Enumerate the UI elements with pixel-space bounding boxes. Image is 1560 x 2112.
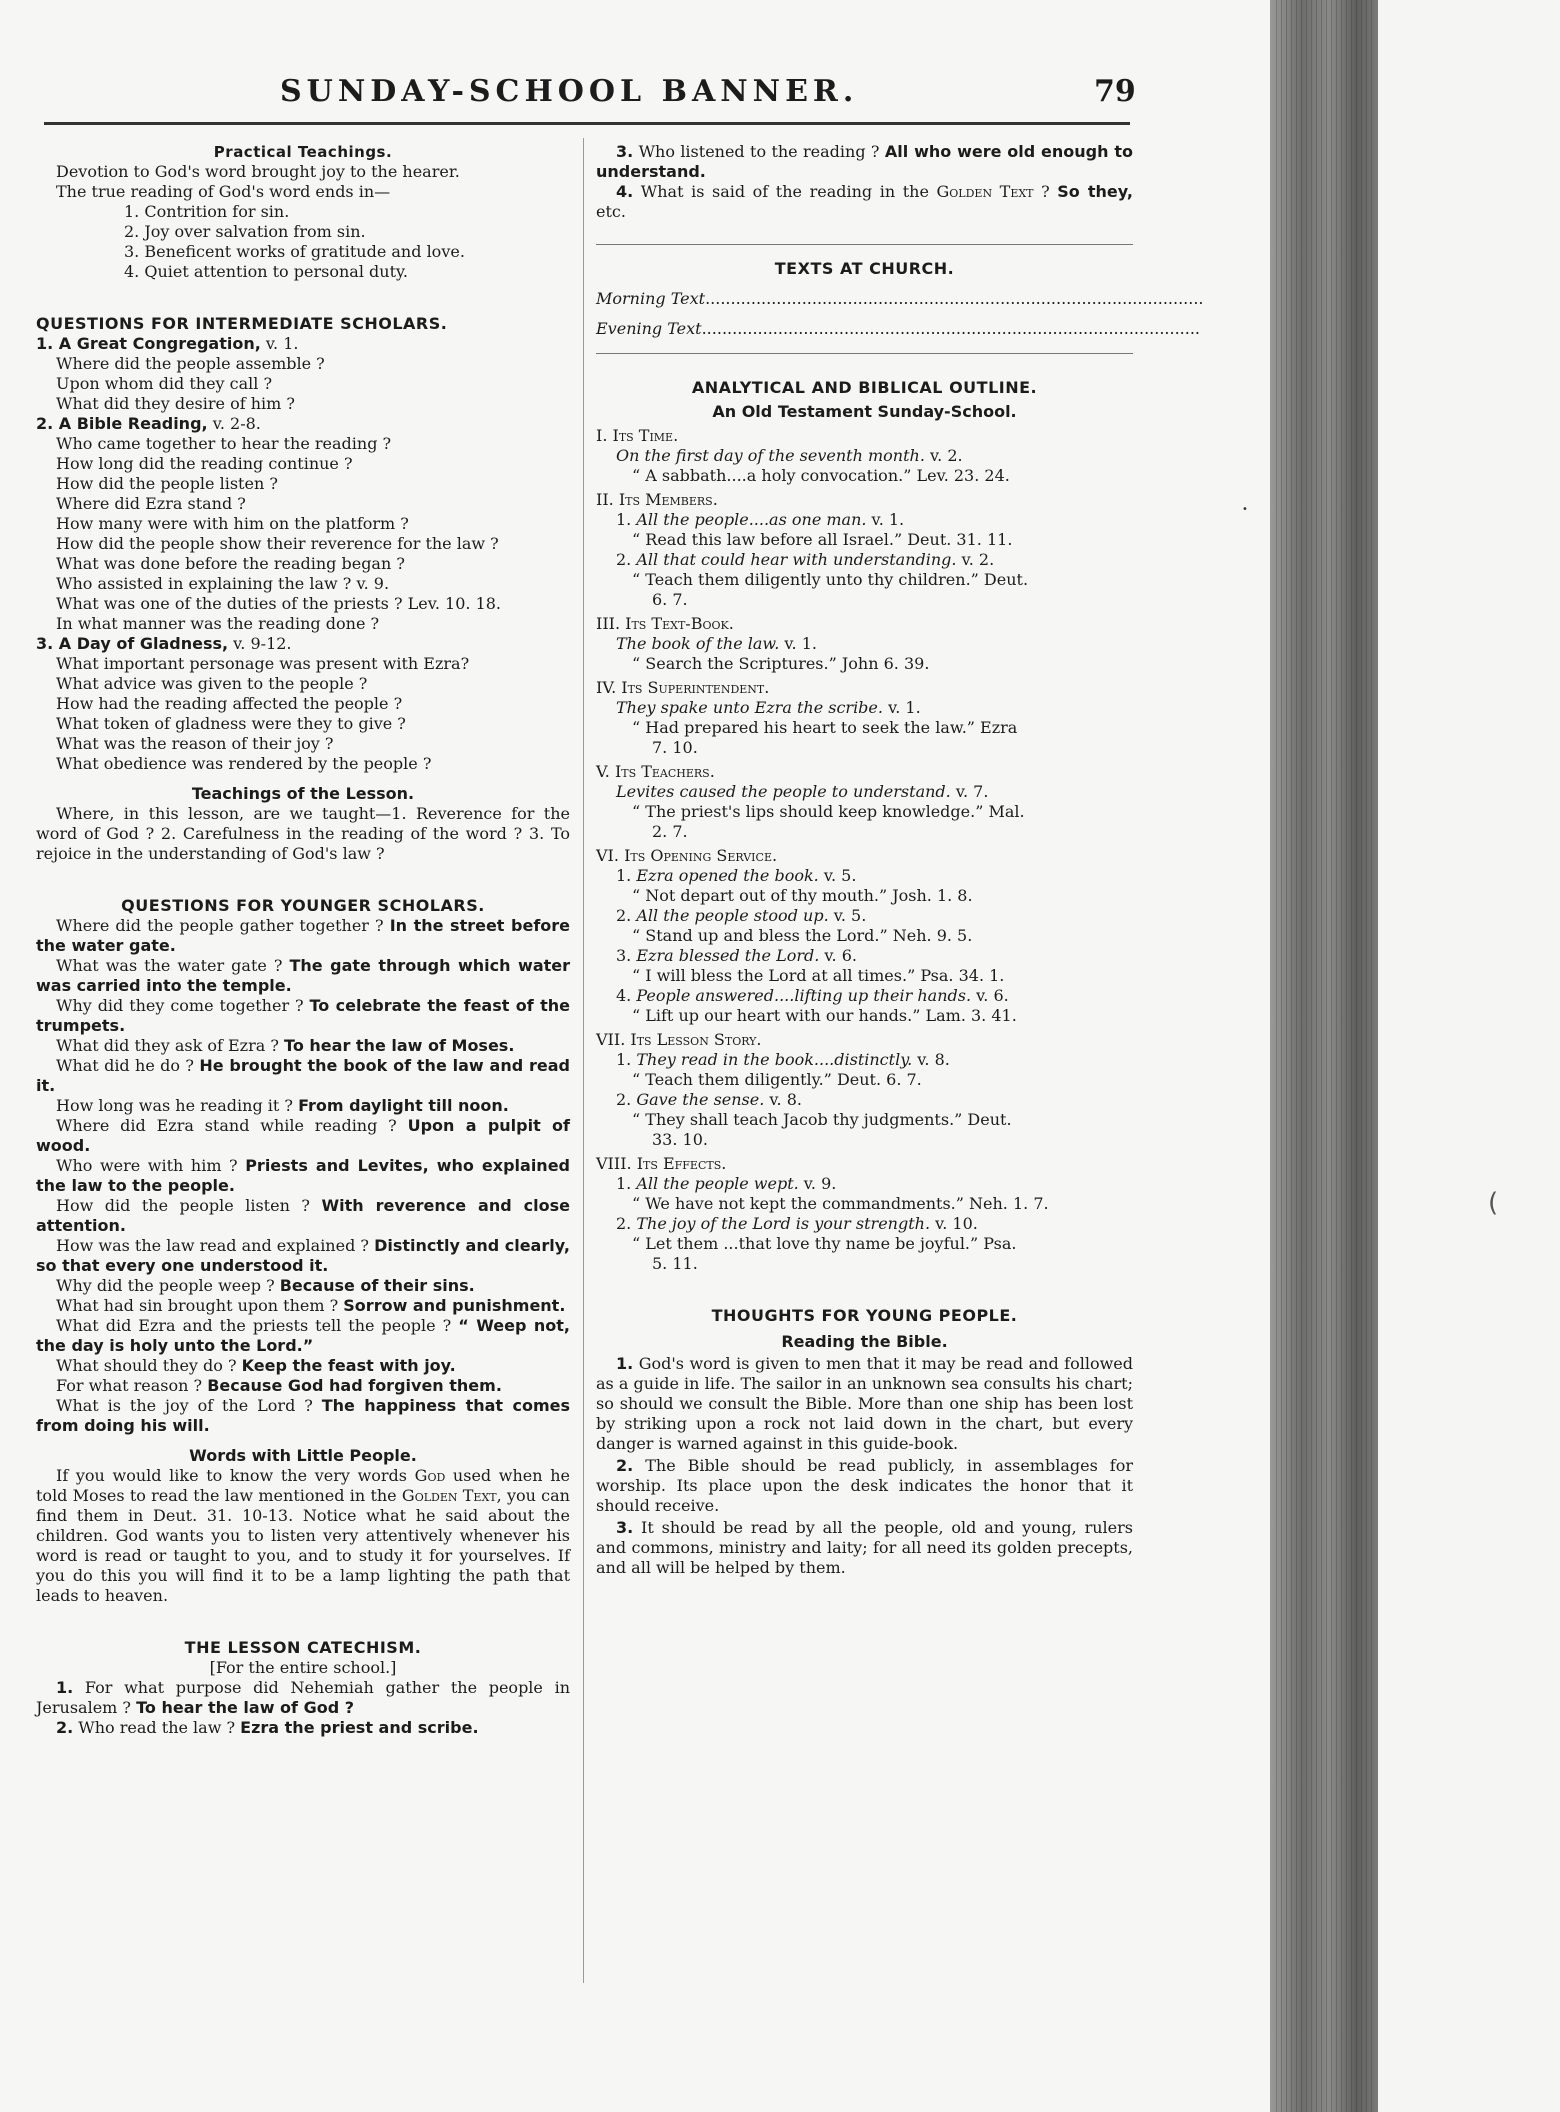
qa-answer: So they, [1057, 182, 1133, 201]
qa-answer: To hear the law of Moses. [284, 1036, 515, 1055]
thoughts-list [596, 1354, 1133, 1578]
scan-artifact: ( [1488, 1188, 1499, 1218]
book-edge-texture [1276, 0, 1372, 2112]
qa-question: ? [1033, 182, 1050, 201]
catechism-heading: THE LESSON CATECHISM. [184, 1638, 422, 1657]
scripture-quote: “ Teach them diligently.” Deut. 6. 7. [632, 1070, 922, 1089]
qa-answer: In the street before the water gate. [36, 916, 571, 955]
point-text: Ezra opened the book. [636, 866, 819, 885]
qa-answer: Upon a pulpit of wood. [36, 1116, 571, 1155]
thought-paragraph [596, 1456, 1133, 1516]
little-people-heading: Words with Little People. [189, 1446, 417, 1465]
question: What important personage was present with Ezra? [56, 654, 470, 673]
qa-answer: From daylight till noon. [298, 1096, 509, 1115]
outline-section-title [596, 1154, 1133, 1174]
outline-heading: ANALYTICAL AND BIBLICAL OUTLINE. [691, 378, 1038, 397]
question: Upon whom did they call ? [56, 374, 273, 393]
qa-answer: The happiness that comes from doing his will. [36, 1396, 570, 1435]
morning-text-label: Morning Text [596, 289, 706, 308]
evening-text-label: Evening Text [596, 319, 702, 338]
paragraph-number: 3. [616, 1518, 634, 1537]
question: How many were with him on the platform ? [56, 514, 409, 533]
outline-section-title [596, 762, 1133, 782]
qa-number: 3. [616, 142, 634, 161]
qa-item [36, 1296, 570, 1316]
little-text-part: used when he told Moses to read the law mentioned in the [36, 1466, 570, 1505]
qa-question: How was the law read and explained ? [56, 1236, 375, 1255]
catechism-qa [36, 1718, 570, 1738]
question: What was the reason of their joy ? [56, 734, 334, 753]
qa-question: What is said of the reading in the [633, 182, 937, 201]
outline-point [596, 946, 1133, 966]
question: How had the reading affected the people ? [56, 694, 403, 713]
teachings-heading: Teachings of the Lesson. [191, 784, 415, 803]
left-column [36, 142, 570, 1738]
outline-section-title [596, 1030, 1133, 1050]
section-heading: 1. A Great Congregation, [36, 334, 261, 353]
verse-ref: v. 7. [950, 782, 989, 801]
golden-text-smallcaps: Golden Text [936, 182, 1034, 201]
point-text: Gave the sense. [636, 1090, 765, 1109]
scripture-quote-cont: 5. 11. [652, 1254, 698, 1273]
question: Where did Ezra stand ? [56, 494, 246, 513]
thought-paragraph [596, 1518, 1133, 1578]
question: What obedience was rendered by the people ? [56, 754, 432, 773]
qa-question: Who read the law ? [73, 1718, 241, 1737]
outline-point [596, 1090, 1133, 1110]
evening-text-line [596, 319, 1201, 339]
point-number: 2. [616, 550, 632, 569]
scan-background [1378, 0, 1560, 2112]
scripture-quote: “ Had prepared his heart to seek the law.” Ezra [632, 718, 1018, 737]
qa-item [36, 1196, 570, 1236]
qa-answer: Because God had forgiven them. [207, 1376, 502, 1395]
qa-answer: Priests and Levites, who explained the law to the people. [36, 1156, 570, 1195]
section-rule [596, 244, 1133, 245]
section-title: Its Effects. [636, 1154, 727, 1173]
paragraph-number: 1. [616, 1354, 634, 1373]
little-text-part: , you can find them in Deut. 31. 10-13. Notice what he said about the children. God wants you to listen very attentively whenever his word is read or taught to you, and to study it for yourselves. If you do this you will find it to be a lamp lighting the path that leads to heaven. [36, 1486, 570, 1605]
question: Where did the people assemble ? [56, 354, 325, 373]
outline-point [596, 698, 1133, 718]
point-number: 1. [616, 1174, 632, 1193]
god-smallcaps: God [414, 1466, 446, 1485]
outline-point [596, 782, 1133, 802]
question: Who assisted in explaining the law ? v. 9. [56, 574, 390, 593]
qa-item [36, 1116, 570, 1156]
qa-number: 2. [56, 1718, 74, 1737]
qa-question: How did the people listen ? [56, 1196, 322, 1215]
qa-question: Why did they come together ? [56, 996, 310, 1015]
qa-answer: Because of their sins. [279, 1276, 475, 1295]
qa-question: What was the water gate ? [56, 956, 290, 975]
qa-question: Why did the people weep ? [56, 1276, 280, 1295]
section-title: Its Teachers. [614, 762, 715, 781]
intermediate-heading: QUESTIONS FOR INTERMEDIATE SCHOLARS. [36, 314, 448, 333]
section-heading: 3. A Day of Gladness, [36, 634, 229, 653]
morning-text-line [596, 289, 1204, 309]
scripture-quote: “ Teach them diligently unto thy children.” Deut. [632, 570, 1029, 589]
scripture-quote: “ Search the Scriptures.” John 6. 39. [632, 654, 930, 673]
outline-section-title [596, 490, 1133, 510]
practical-line: Devotion to God's word brought joy to the hearer. [56, 162, 460, 181]
dotted-leader: .................................................................................................. [701, 319, 1201, 338]
scripture-quote-cont: 2. 7. [652, 822, 688, 841]
qa-question: What did he do ? [56, 1056, 200, 1075]
section-title: Its Time. [612, 426, 679, 445]
outline-point [596, 1214, 1133, 1234]
verse-ref: v. 1. [882, 698, 921, 717]
question: What was one of the duties of the priests ? Lev. 10. 18. [56, 594, 502, 613]
scripture-quote: “ Let them ...that love thy name be joyful.” Psa. [632, 1234, 1017, 1253]
scripture-quote: “ Read this law before all Israel.” Deut. 31. 11. [632, 530, 1013, 549]
point-text: Levites caused the people to understand. [616, 782, 951, 801]
verse-ref: v. 2. [956, 550, 995, 569]
point-number: 3. [616, 946, 632, 965]
section-numeral: III. [596, 614, 621, 633]
point-number: 2. [616, 1214, 632, 1233]
little-people-text [36, 1466, 570, 1606]
qa-answer: With reverence and close attention. [36, 1196, 571, 1235]
point-number: 2. [616, 1090, 632, 1109]
qa-answer: The gate through which water was carried into the temple. [36, 956, 571, 995]
qa-question: What did Ezra and the priests tell the people ? [56, 1316, 459, 1335]
section-numeral: VIII. [596, 1154, 632, 1173]
qa-question: Who listened to the reading ? [633, 142, 885, 161]
point-text: All the people....as one man. [636, 510, 867, 529]
outline-point [596, 866, 1133, 886]
outline-point [596, 510, 1133, 530]
point-text: The book of the law. [616, 634, 780, 653]
point-number: 1. [616, 866, 632, 885]
outline-point [596, 634, 1133, 654]
outline-section-title [596, 678, 1133, 698]
point-text: All the people stood up. [636, 906, 829, 925]
little-text-part: If you would like to know the very words [56, 1466, 415, 1485]
thought-paragraph [596, 1354, 1133, 1454]
scripture-quote-cont: 6. 7. [652, 590, 688, 609]
verse-ref: v. 9-12. [228, 634, 292, 653]
question: Who came together to hear the reading ? [56, 434, 392, 453]
verse-ref: v. 1. [779, 634, 817, 653]
qa-question: Who were with him ? [56, 1156, 246, 1175]
point-number: 1. [616, 510, 632, 529]
verse-ref: v. 6. [971, 986, 1009, 1005]
practical-line: 3. Beneficent works of gratitude and love. [124, 242, 465, 261]
practical-line: 1. Contrition for sin. [124, 202, 290, 221]
teachings-text: Where, in this lesson, are we taught—1. Reverence for the word of God ? 2. Carefulness in the reading of the word ? 3. To rejoice in the understanding of God's law ? [36, 804, 570, 863]
running-title: SUNDAY-SCHOOL BANNER. [280, 74, 859, 109]
scripture-quote: “ I will bless the Lord at all times.” Psa. 34. 1. [632, 966, 1005, 985]
paragraph-text: The Bible should be read publicly, in assemblages for worship. Its place upon the desk indicates the honor that it should receive. [596, 1456, 1133, 1515]
outline-section-title [596, 426, 1133, 446]
qa-answer: To hear the law of God ? [136, 1698, 354, 1717]
qa-item [36, 1376, 570, 1396]
section-numeral: VII. [596, 1030, 626, 1049]
thoughts-heading: THOUGHTS FOR YOUNG PEOPLE. [711, 1306, 1018, 1325]
paragraph-text: It should be read by all the people, old and young, rulers and commons, ministry and laity; for all need its golden precepts, and all will be helped by them. [596, 1518, 1133, 1577]
qa-question: Where did the people gather together ? [56, 916, 390, 935]
catechism-qa [596, 182, 1133, 222]
practical-line: 4. Quiet attention to personal duty. [124, 262, 408, 281]
outline-point [596, 1050, 1133, 1070]
scripture-quote-cont: 7. 10. [652, 738, 698, 757]
dotted-leader: .................................................................................................. [705, 289, 1204, 308]
section-title: Its Text-Book. [625, 614, 734, 633]
point-number: 2. [616, 906, 632, 925]
qa-item [36, 1276, 570, 1296]
verse-ref: v. 6. [819, 946, 857, 965]
qa-item [36, 956, 570, 996]
qa-question: What should they do ? [56, 1356, 242, 1375]
question: What advice was given to the people ? [56, 674, 368, 693]
scripture-quote-cont: 33. 10. [652, 1130, 708, 1149]
qa-answer: He brought the book of the law and read it. [36, 1056, 571, 1095]
qa-item [36, 916, 570, 956]
qa-answer: Ezra the priest and scribe. [240, 1718, 479, 1737]
outline-point [596, 906, 1133, 926]
section-numeral: VI. [596, 846, 619, 865]
point-text: They read in the book....distinctly. [636, 1050, 913, 1069]
qa-question: What did they ask of Ezra ? [56, 1036, 285, 1055]
younger-heading: QUESTIONS FOR YOUNGER SCHOLARS. [121, 896, 485, 915]
qa-answer: “ Weep not, the day is holy unto the Lord.” [36, 1316, 571, 1355]
verse-ref: v. 1. [866, 510, 905, 529]
section-numeral: II. [596, 490, 614, 509]
question: What did they desire of him ? [56, 394, 295, 413]
qa-question: For what reason ? [56, 1376, 208, 1395]
qa-item [36, 1236, 570, 1276]
qa-answer: All who were old enough to understand. [596, 142, 1134, 181]
scripture-quote: “ Not depart out of thy mouth.” Josh. 1. 8. [632, 886, 973, 905]
qa-item [36, 996, 570, 1036]
qa-question: What is the joy of the Lord ? [56, 1396, 322, 1415]
scripture-quote: “ They shall teach Jacob thy judgments.” Deut. [632, 1110, 1012, 1129]
outline-list [596, 426, 1133, 1274]
outline-point [596, 446, 1133, 466]
scripture-quote: “ We have not kept the commandments.” Neh. 1. 7. [632, 1194, 1049, 1213]
question: In what manner was the reading done ? [56, 614, 380, 633]
qa-item [36, 1036, 570, 1056]
point-text: People answered....lifting up their hands. [636, 986, 972, 1005]
scripture-quote: “ A sabbath....a holy convocation.” Lev. 23. 24. [632, 466, 1010, 485]
golden-text-smallcaps: Golden Text [401, 1486, 497, 1505]
point-text: All the people wept. [636, 1174, 799, 1193]
qa-question: Where did Ezra stand while reading ? [56, 1116, 408, 1135]
qa-question: For what purpose did Nehemiah gather the people in Jerusalem ? [36, 1678, 570, 1717]
verse-ref: v. 1. [260, 334, 299, 353]
question: How did the people show their reverence for the law ? [56, 534, 499, 553]
page-number: 79 [1094, 74, 1136, 109]
verse-ref: v. 2-8. [207, 414, 261, 433]
point-number: 4. [616, 986, 632, 1005]
verse-ref: v. 5. [818, 866, 857, 885]
qa-item [36, 1316, 570, 1356]
qa-item [36, 1056, 570, 1096]
practical-teachings-heading: Practical Teachings. [213, 143, 393, 161]
speck-mark: • [1242, 504, 1248, 515]
section-title: Its Opening Service. [624, 846, 778, 865]
point-number: 1. [616, 1050, 632, 1069]
section-rule [596, 353, 1133, 354]
point-text: All that could hear with understanding. [636, 550, 957, 569]
right-column [596, 142, 1204, 1578]
question: How did the people listen ? [56, 474, 278, 493]
column-divider [583, 138, 584, 1983]
qa-answer-end: etc. [596, 202, 626, 221]
paragraph-text: God's word is given to men that it may be read and followed as a guide in life. The sailor in an unknown sea consults his chart; so should we consult the Bible. More than one ship has been lost by striking upon a rock not laid down in the chart, but every danger is warned against in this guide-book. [596, 1354, 1133, 1453]
qa-number: 4. [616, 182, 634, 201]
qa-item [36, 1096, 570, 1116]
scripture-quote: “ The priest's lips should keep knowledge.” Mal. [632, 802, 1025, 821]
point-text: The joy of the Lord is your strength. [636, 1214, 931, 1233]
catechism-qa [596, 142, 1133, 182]
qa-question: How long was he reading it ? [56, 1096, 299, 1115]
qa-answer: Distinctly and clearly, so that every one understood it. [36, 1236, 570, 1275]
outline-point [596, 986, 1133, 1006]
qa-item [36, 1396, 570, 1436]
qa-item [36, 1156, 570, 1196]
verse-ref: v. 9. [798, 1174, 837, 1193]
scripture-quote: “ Stand up and bless the Lord.” Neh. 9. 5. [632, 926, 973, 945]
qa-answer: To celebrate the feast of the trumpets. [36, 996, 570, 1035]
verse-ref: v. 8. [912, 1050, 950, 1069]
verse-ref: v. 8. [764, 1090, 802, 1109]
outline-point [596, 1174, 1133, 1194]
qa-answer: Keep the feast with joy. [241, 1356, 456, 1375]
practical-line: 2. Joy over salvation from sin. [124, 222, 366, 241]
section-title: Its Superintendent. [621, 678, 770, 697]
qa-question: What had sin brought upon them ? [56, 1296, 344, 1315]
practical-line: The true reading of God's word ends in— [56, 182, 391, 201]
thoughts-subheading: Reading the Bible. [781, 1332, 948, 1351]
qa-answer: Sorrow and punishment. [343, 1296, 566, 1315]
section-numeral: IV. [596, 678, 617, 697]
outline-section-title [596, 846, 1133, 866]
catechism-qa [36, 1678, 570, 1718]
paragraph-number: 2. [616, 1456, 634, 1475]
point-text: On the first day of the seventh month. [616, 446, 925, 465]
verse-ref: v. 5. [828, 906, 867, 925]
section-title: Its Members. [618, 490, 718, 509]
verse-ref: v. 10. [930, 1214, 978, 1233]
younger-qa-list [36, 916, 570, 1436]
section-heading: 2. A Bible Reading, [36, 414, 208, 433]
outline-section-title [596, 614, 1133, 634]
point-text: They spake unto Ezra the scribe. [616, 698, 883, 717]
scripture-quote: “ Lift up our heart with our hands.” Lam. 3. 41. [632, 1006, 1017, 1025]
question: What token of gladness were they to give ? [56, 714, 406, 733]
header-rule [44, 122, 1130, 125]
section-numeral: V. [596, 762, 610, 781]
outline-point [596, 550, 1133, 570]
point-text: Ezra blessed the Lord. [636, 946, 820, 965]
section-title: Its Lesson Story. [630, 1030, 762, 1049]
outline-subheading: An Old Testament Sunday-School. [712, 402, 1017, 421]
qa-number: 1. [56, 1678, 74, 1697]
qa-item [36, 1356, 570, 1376]
question: What was done before the reading began ? [56, 554, 405, 573]
catechism-subheading: [For the entire school.] [209, 1658, 397, 1677]
section-numeral: I. [596, 426, 608, 445]
question: How long did the reading continue ? [56, 454, 353, 473]
texts-at-church-heading: TEXTS AT CHURCH. [774, 259, 955, 278]
verse-ref: v. 2. [924, 446, 963, 465]
